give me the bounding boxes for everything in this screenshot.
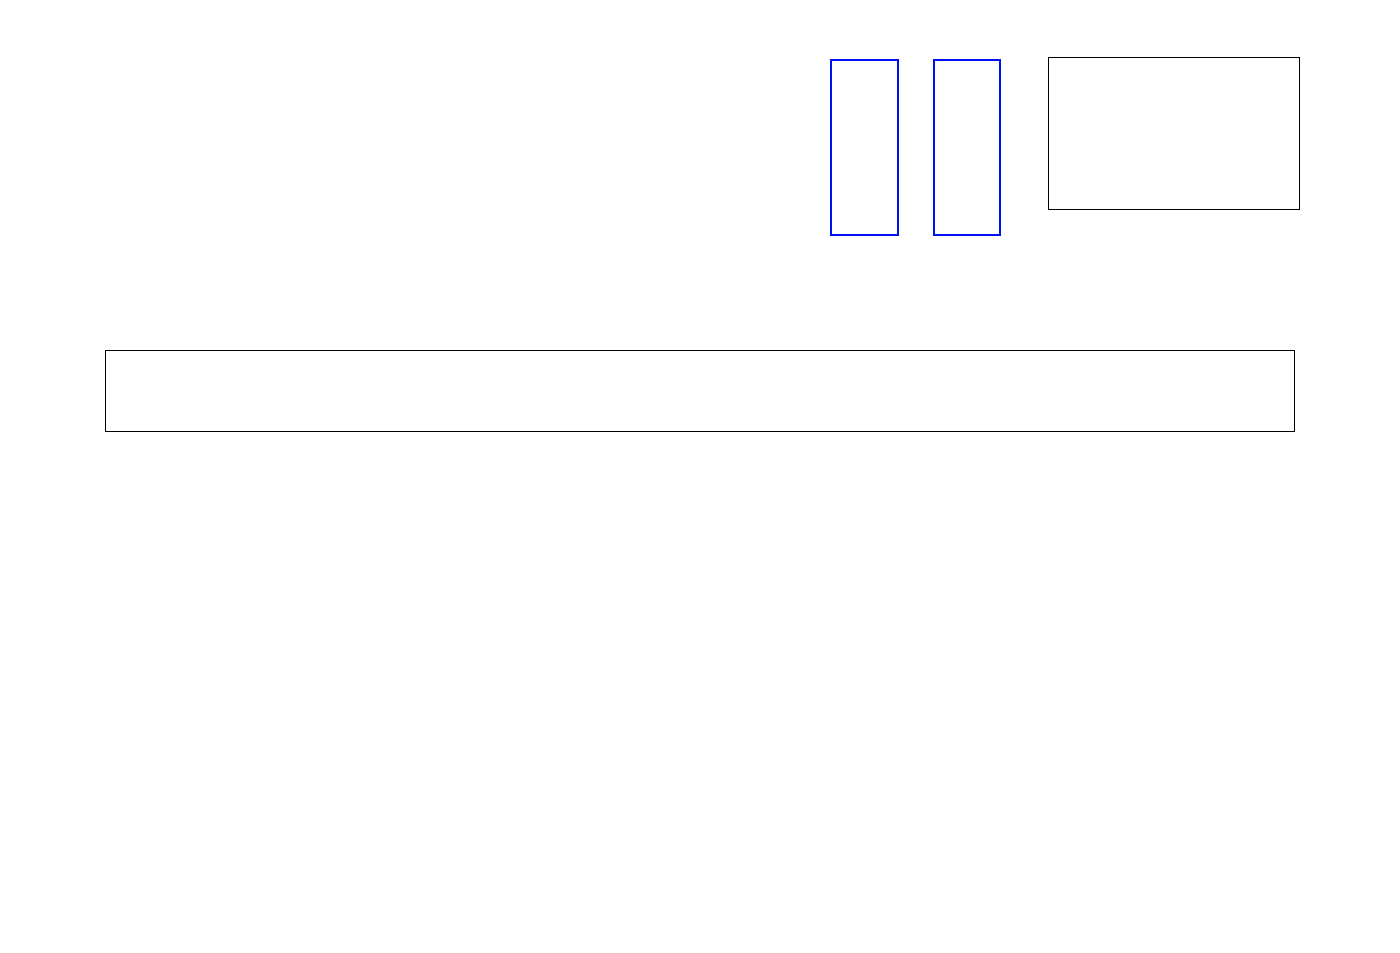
full-spectrum-plot [105, 350, 1295, 432]
withsky-canvas [832, 61, 897, 234]
cleanimage-canvas [935, 61, 999, 234]
line-fit-plot [1048, 57, 1300, 210]
cleanimage-image [933, 59, 1001, 236]
withsky-image [830, 59, 899, 236]
